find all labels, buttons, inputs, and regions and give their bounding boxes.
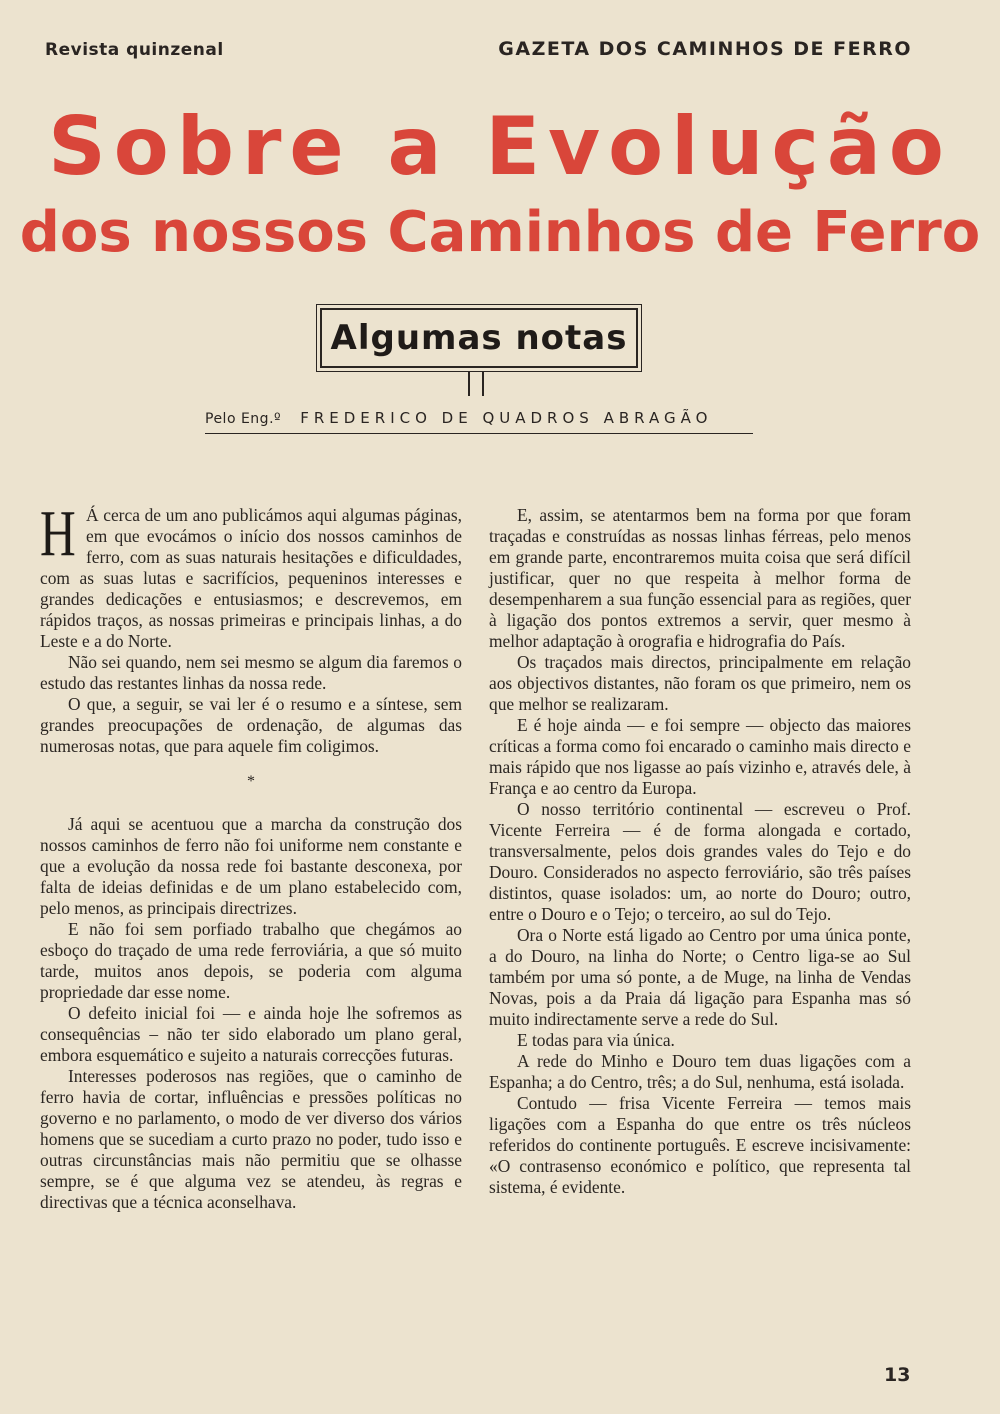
paragraph: Interesses poderosos nas regiões, que o caminho de ferro havia de cortar, influências e pressões políticas no governo e no parlamento, o modo de ver diverso dos vários homens que se sucediam a curto prazo no poder, tudo isso e outras circunstâncias mais não permitiu que se olhasse sempre, se é que alguma vez se atendeu, às regras e directivas que a técnica aconselhava. [40,1066,462,1212]
article-title-line-2: dos nossos Caminhos de Ferro [19,200,981,265]
paragraph [40,497,462,652]
byline-prefix: Pelo Eng.º [205,411,282,427]
paragraph-text: Á cerca de um ano publicámos aqui algumas páginas, em que evocámos o início dos nossos caminhos de ferro, com as suas naturais hesitações e dificuldades, com as suas lutas e sacrifícios, pequeninos interesses e grandes dedicações e entusiasmos; e descrevemos, em rápidos traços, as nossas primeiras e principais linhas, a do Leste e a do Norte. [40,505,462,651]
paragraph: Não sei quando, nem sei mesmo se algum dia faremos o estudo das restantes linhas da nossa rede. [40,652,462,693]
drop-cap: H [40,497,76,570]
paragraph: E não foi sem porfiado trabalho que chegámos ao esboço do traçado de uma rede ferroviária, a que só muito tarde, muitos anos depois, se poderia com alguma propriedade dar esse nome. [40,919,462,1002]
header-publication-title: GAZETA DOS CAMINHOS DE FERRO [498,38,912,60]
header-left-label: Revista quinzenal [45,40,224,60]
paragraph: E todas para via única. [517,1030,675,1050]
paragraph: O defeito inicial foi — e ainda hoje lhe sofremos as consequências – não ter sido elaborado um plano geral, embora esquemático e sujeito a naturais correcções futuras. [40,1003,462,1065]
paragraph: O que, a seguir, se vai ler é o resumo e a síntese, sem grandes preocupações de ordenação, de algumas das numerosas notas, que para aquele fim coligimos. [40,694,462,756]
byline-author: FREDERICO DE QUADROS ABRAGÃO [300,409,713,427]
paragraph: Os traçados mais directos, principalmente em relação aos objectivos distantes, não foram os que primeiro, nem os que melhor se realizaram. [489,652,911,714]
article-title-line-1: Sobre a Evolução [48,100,952,193]
paragraph: Contudo — frisa Vicente Ferreira — temos mais ligações com a Espanha do que entre os três núcleos referidos do continente português. E escreve incisivamente: «O contrasenso económico e político, que representa tal sistema, é evidente. [489,1093,911,1197]
paragraph: Ora o Norte está ligado ao Centro por uma única ponte, a do Douro, na linha do Norte; o Centro liga-se ao Sul também por uma só ponte, a de Muge, na linha de Vendas Novas, pois a da Praia dá ligação para Espanha mas só muito indirectamente serve a rede do Sul. [489,925,911,1029]
paragraph: E é hoje ainda — e foi sempre — objecto das maiores críticas a forma como foi encarado o caminho mais directo e mais rápido que nos ligasse ao país vizinho e, através dele, à França e ao centro da Europa. [489,715,911,798]
article-subtitle-box [320,308,638,368]
paragraph: Já aqui se acentuou que a marcha da construção dos nossos caminhos de ferro não foi uniforme nem constante e que a evolução da nossa rede foi bastante desconexa, por falta de ideias definidas e de um plano estabelecido com, pelo menos, as principais directrizes. [40,814,462,918]
right-column [489,505,911,1198]
running-header [45,38,912,60]
byline [205,408,753,434]
page-number: 13 [884,1364,911,1386]
article-subtitle: Algumas notas [330,318,628,358]
left-column [40,497,462,1213]
paragraph: O nosso território continental — escreveu o Prof. Vicente Ferreira — é de forma alongada e cortado, transversalmente, pelos dois grandes vales do Tejo e do Douro. Considerados no aspecto ferroviário, são três países distintos, quase isolados: um, ao norte do Douro; outro, entre o Douro e o Tejo; o terceiro, ao sul do Tejo. [489,799,911,924]
paragraph: E, assim, se atentarmos bem na forma por que foram traçadas e construídas as nossas linhas férreas, pelo menos em grande parte, encontraremos muita coisa que será difícil justificar, quer no que respeita à melhor forma de desempenharem a sua função essencial para as regiões, quer à ligação dos pontos extremos a servir, quer mesmo à melhor adaptação à orografia e hidrografia do País. [489,505,911,651]
paragraph: A rede do Minho e Douro tem duas ligações com a Espanha; a do Centro, três; a do Sul, nenhuma, está isolada. [489,1051,911,1092]
decorative-connector [468,372,484,396]
section-separator: * [247,773,255,790]
